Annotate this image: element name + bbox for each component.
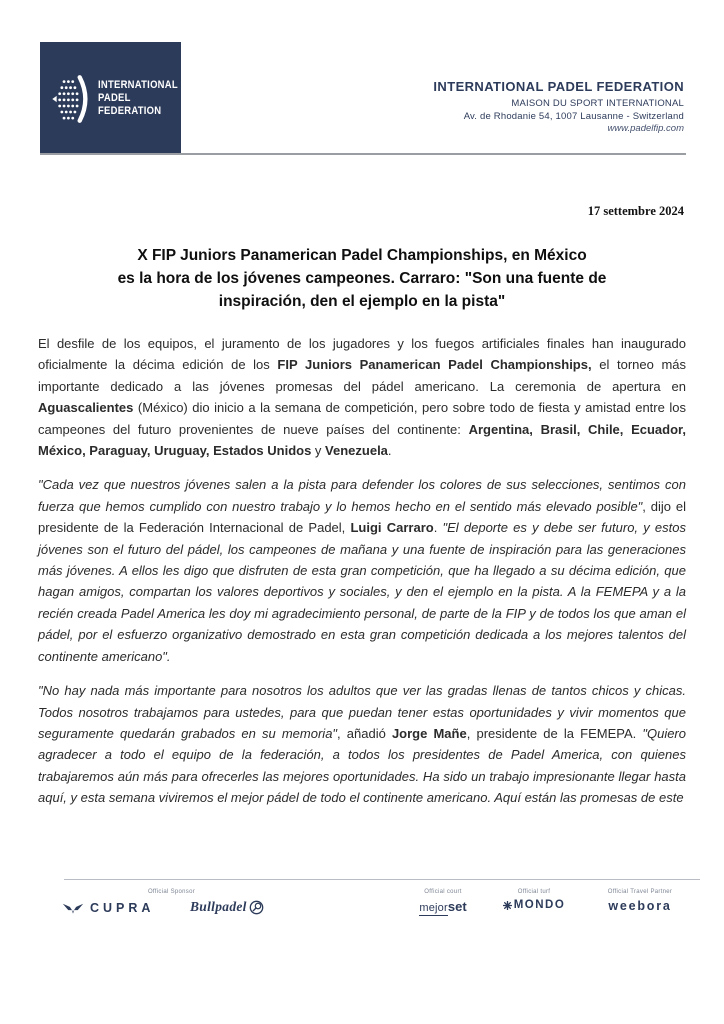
bullpadel-racket-icon [249, 900, 264, 915]
weebora-wordmark: weebora [608, 899, 672, 913]
paragraph-3 [38, 680, 686, 808]
quote-segment: "El deporte es y debe ser futuro, y estos jóvenes son el futuro del pádel, los campeones de mañana y una fuente de inspiración para las generaciones más jóvenes. A ellos les digo que disfruten de esta gran competición, que ha llegado a su décima edición, que hagan amigos, compartan los valores deportivos y sociales, y den el ejemplo en la pista. A la FEMEPA y a la recién creada Padel America les doy mi agradecimiento personal, de parte de la FIP y de todos los que aman el pádel, por el esfuerzo organizativo demostrado en esta gran competición dedicada a los mejores talentos del continente americano". [38, 520, 687, 664]
mondo-wordmark: MONDO [513, 899, 566, 911]
paragraph-1 [38, 333, 686, 461]
ipf-logo-wordmark [98, 79, 178, 118]
mejorset-wordmark-suffix: set [447, 899, 467, 914]
ipf-logo [40, 42, 181, 155]
document-date: 17 settembre 2024 [587, 204, 684, 218]
text-segment-bold: Jorge Mañe [391, 725, 467, 741]
text-segment: el torneo más importante dedicado a las jóvenes promesas del pádel americano. La ceremonia de apertura en [38, 357, 687, 394]
mondo-asterisk-icon [503, 901, 512, 910]
text-segment: . [433, 520, 443, 536]
text-segment: El desfile de los equipos, el juramento de los jugadores y los fuegos artificiales finales han inaugurado oficialmente la décima edición de los [38, 336, 686, 373]
headline-line: inspiración, den el ejemplo en la pista" [218, 293, 506, 310]
mejorset-wordmark-prefix: mejor [419, 902, 448, 914]
headline-line: es la hora de los jóvenes campeones. Carraro: "Son una fuente de [117, 270, 607, 287]
mondo-sponsor [494, 889, 574, 911]
mejorset-sponsor [406, 889, 480, 914]
letterhead [433, 79, 684, 136]
text-segment: . [387, 443, 392, 459]
official-court-label: Official court [424, 889, 462, 895]
text-segment: , dijo el presidente de la Federación Internacional de Padel, [38, 498, 686, 536]
cupra-wordmark: CUPRA [90, 901, 155, 915]
mondo-logo [494, 899, 574, 911]
text-segment: , añadió [337, 725, 392, 741]
official-sponsor-label: Official Sponsor [147, 889, 196, 895]
org-address: Av. de Rhodanie 54, 1007 Lausanne - Switzerland [463, 110, 684, 122]
ipf-logo-line: PADEL [98, 92, 131, 104]
headline-line: X FIP Juniors Panamerican Padel Championships, en México [137, 247, 587, 264]
footer-divider [64, 879, 700, 880]
ipf-logo-line: FEDERATION [98, 105, 162, 117]
text-segment-bold: FIP Juniors Panamerican Padel Championships, [277, 357, 592, 373]
weebora-sponsor [584, 889, 696, 913]
official-travel-partner-label: Official Travel Partner [607, 889, 673, 895]
org-department: MAISON DU SPORT INTERNATIONAL [511, 98, 684, 109]
text-segment-bold: Luigi Carraro [350, 520, 434, 536]
text-segment: , presidente de la FEMEPA. [466, 725, 643, 741]
text-segment-bold: Aguascalientes [38, 400, 134, 416]
official-turf-label: Official turf [517, 889, 551, 895]
bullpadel-logo [190, 899, 264, 915]
cupra-logo [62, 901, 154, 915]
mejorset-logo [406, 899, 480, 914]
bullpadel-wordmark: Bullpadel [190, 899, 247, 914]
quote-segment: "Cada vez que nuestros jóvenes salen a la pista para defender los colores de sus selecciones, sentimos con fuerza que hemos cumplido con nuestro trabajo y lo hemos hecho en el sentido más elevado posible" [38, 477, 686, 514]
ipf-logo-line: INTERNATIONAL [98, 79, 178, 91]
quote-segment: "Quiero agradecer a todo el equipo de la federación, a todos los presidentes de Padel America, con quienes trabajaremos aún más para ofrecerles las mejores oportunidades. Ha sido un trabajo impresionante llegar hasta aquí, y esta semana viviremos el mejor pádel de todo el continente americano. Aquí están las promesas de este [38, 725, 686, 806]
text-segment-bold: Argentina, Brasil, Chile, Ecuador, México, Paraguay, Uruguay, Estados Unidos [38, 421, 686, 459]
paragraph-2 [38, 474, 686, 667]
padel-racket-dots-icon [51, 71, 91, 127]
org-name: INTERNATIONAL PADEL FEDERATION [433, 79, 684, 94]
text-segment: y [311, 443, 326, 459]
org-website: www.padelfip.com [607, 123, 684, 134]
headline [55, 244, 669, 313]
text-segment-bold: Venezuela [325, 443, 388, 459]
header-divider [40, 153, 686, 155]
text-segment: (México) dio inicio a la semana de competición, pero sobre todo de fiesta y amistad entre los campeones del futuro provenientes de nueve países del continente: [38, 400, 686, 437]
article-body [38, 333, 686, 822]
quote-segment: "No hay nada más importante para nosotros los adultos que ver las gradas llenas de tantos chicos y chicas. Todos nosotros trabajamos para ustedes, para que puedan tener estas oportunidades y vivir momentos que seguramente quedarán grabados en su memoria" [38, 683, 686, 741]
cupra-bull-icon [62, 902, 84, 915]
